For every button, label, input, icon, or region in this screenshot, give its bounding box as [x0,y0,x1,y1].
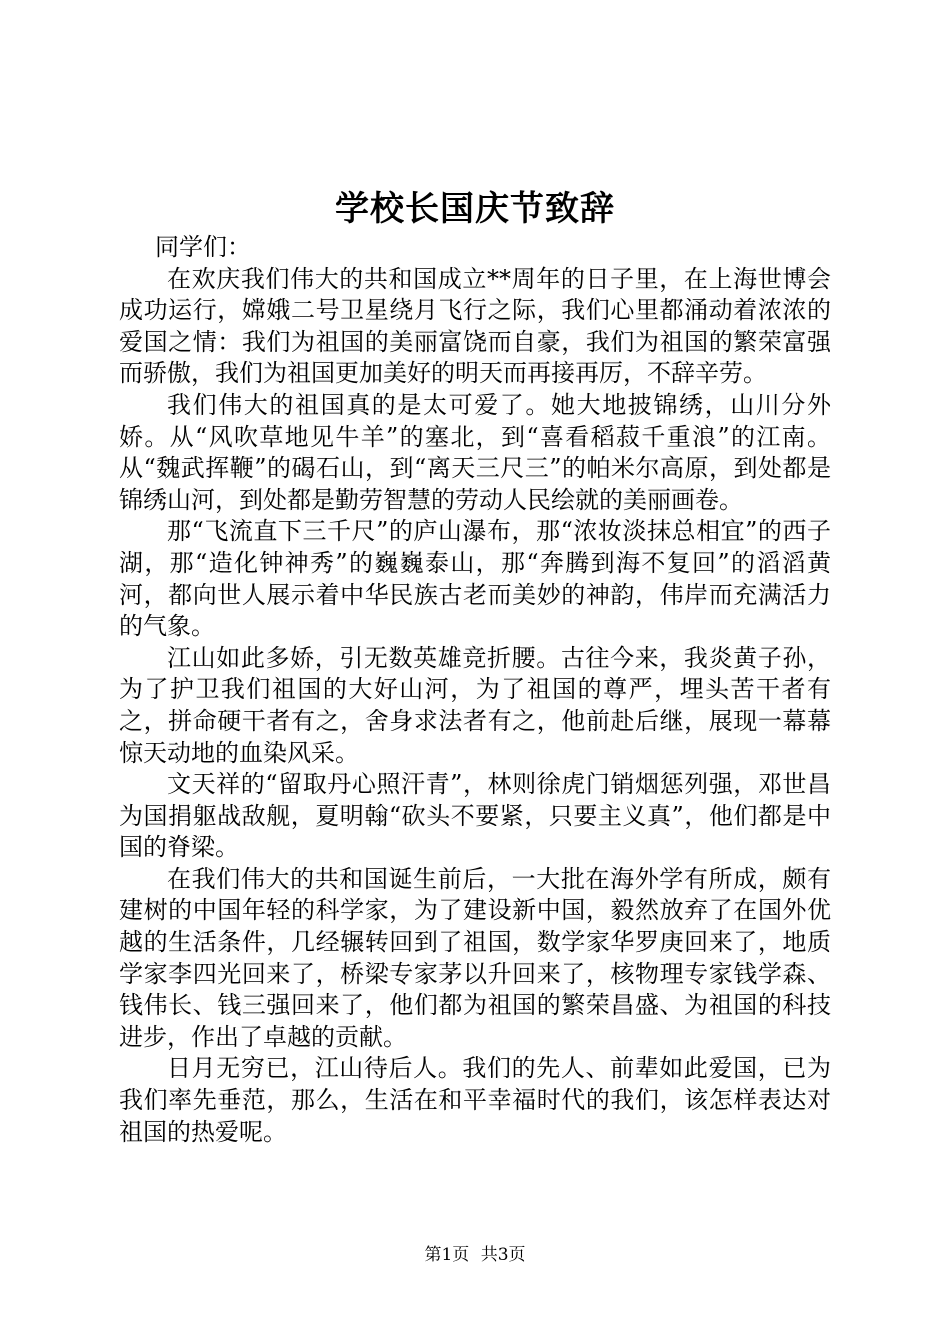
paragraph: 日月无穷已，江山待后人。我们的先人、前辈如此爱国，已为我们率先垂范，那么，生活在和平幸福时代的我们，该怎样表达对祖国的热爱呢。 [119,1054,831,1146]
page-footer [0,1243,950,1267]
paragraph: 那“飞流直下三千尺”的庐山瀑布，那“浓妆淡抹总相宜”的西子湖，那“造化钟神秀”的巍巍泰山，那“奔腾到海不复回”的滔滔黄河，都向世人展示着中华民族古老而美妙的神韵，伟岸而充满活力的气象。 [119,517,831,641]
document-body [119,232,831,1148]
paragraph: 我们伟大的祖国真的是太可爱了。她大地披锦绣，山川分外娇。从“风吹草地见牛羊”的塞北，到“喜看稻菽千重浪”的江南。从“魏武挥鞭”的碣石山，到“离天三尺三”的帕米尔高原，到处都是锦绣山河，到处都是勤劳智慧的劳动人民绘就的美丽画卷。 [119,390,831,514]
document-title: 学校长国庆节致辞 [335,189,615,229]
salutation: 同学们： [155,233,251,261]
paragraph: 江山如此多娇，引无数英雄竞折腰。古往今来，我炎黄子孙，为了护卫我们祖国的大好山河，为了祖国的尊严，埋头苦干者有之，拼命硬干者有之，舍身求法者有之，他前赴后继，展现一幕幕惊天动地的血染风采。 [119,643,831,767]
paragraph: 在我们伟大的共和国诞生前后，一大批在海外学有所成，颇有建树的中国年轻的科学家，为了建设新中国，毅然放弃了在国外优越的生活条件，几经辗转回到了祖国，数学家华罗庚回来了，地质学家李四光回来了，桥梁专家茅以升回来了，核物理专家钱学森、钱伟长、钱三强回来了，他们都为祖国的繁荣昌盛、为祖国的科技进步，作出了卓越的贡献。 [119,864,831,1051]
page-number-total: 共3页 [480,1245,526,1265]
page-number-current: 第1页 [424,1245,470,1265]
paragraph: 在欢庆我们伟大的共和国成立**周年的日子里，在上海世博会成功运行，嫦娥二号卫星绕月飞行之际，我们心里都涌动着浓浓的爱国之情：我们为祖国的美丽富饶而自豪，我们为祖国的繁荣富强而骄傲，我们为祖国更加美好的明天而再接再厉，不辞辛劳。 [119,264,831,388]
paragraph: 文天祥的“留取丹心照汗青”，林则徐虎门销烟惩列强，邓世昌为国捐躯战敌舰，夏明翰“砍头不要紧，只要主义真”，他们都是中国的脊梁。 [119,770,831,862]
